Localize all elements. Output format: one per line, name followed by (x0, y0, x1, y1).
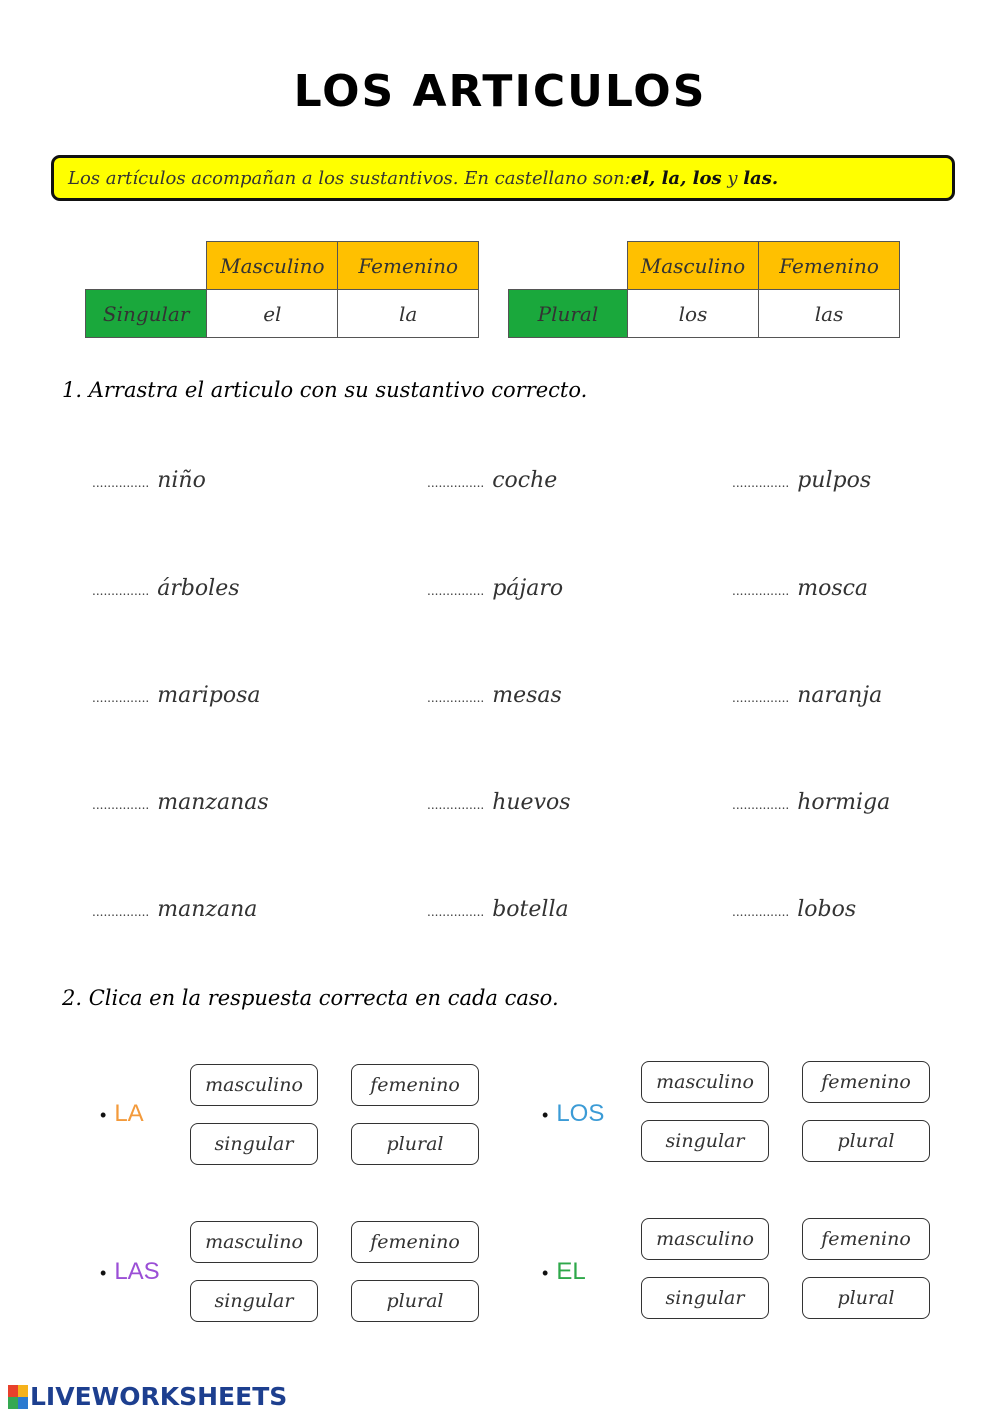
drag-item (427, 576, 563, 601)
article-drop-zone[interactable]: ............... (92, 584, 150, 598)
option-plural[interactable]: plural (351, 1280, 479, 1322)
option-femenino[interactable]: femenino (802, 1061, 930, 1103)
value-las: las (759, 290, 900, 338)
plural-table (508, 241, 900, 338)
option-femenino[interactable]: femenino (351, 1064, 479, 1106)
intro-text: Los artículos acompañan a los sustantivos. En castellano son: (68, 167, 631, 189)
row-label-plural: Plural (509, 290, 628, 338)
article-drop-zone[interactable]: ............... (732, 476, 790, 490)
article-drop-zone[interactable]: ............... (427, 798, 485, 812)
header-femenino: Femenino (759, 242, 900, 290)
article-drop-zone[interactable]: ............... (427, 476, 485, 490)
bullet-icon: • (100, 1263, 107, 1283)
drag-item (92, 576, 240, 601)
option-masculino[interactable]: masculino (190, 1064, 318, 1106)
drag-item (427, 468, 557, 493)
noun-word: coche (492, 468, 558, 493)
singular-table (85, 241, 479, 338)
article-drop-zone[interactable]: ............... (732, 584, 790, 598)
intro-connector: y (721, 167, 744, 189)
article-drop-zone[interactable]: ............... (427, 691, 485, 705)
article-drop-zone[interactable]: ............... (92, 905, 150, 919)
bullet-icon: • (542, 1105, 549, 1125)
option-femenino[interactable]: femenino (351, 1221, 479, 1263)
intro-last-article: las. (743, 167, 779, 189)
header-masculino: Masculino (207, 242, 338, 290)
noun-word: mariposa (157, 683, 261, 708)
option-plural[interactable]: plural (802, 1277, 930, 1319)
drag-item (92, 468, 206, 493)
drag-item (732, 790, 890, 815)
liveworksheets-logo (8, 1382, 287, 1411)
drag-item (732, 468, 871, 493)
intro-articles: el, la, los (630, 167, 722, 189)
value-los: los (627, 290, 758, 338)
option-masculino[interactable]: masculino (641, 1061, 769, 1103)
drag-item (427, 790, 571, 815)
article-label: LAS (114, 1258, 160, 1285)
header-masculino: Masculino (627, 242, 758, 290)
noun-word: pulpos (797, 468, 872, 493)
article-drop-zone[interactable]: ............... (92, 476, 150, 490)
noun-word: hormiga (797, 790, 891, 815)
option-masculino[interactable]: masculino (641, 1218, 769, 1260)
article-drop-zone[interactable]: ............... (732, 691, 790, 705)
option-plural[interactable]: plural (802, 1120, 930, 1162)
noun-word: lobos (797, 897, 857, 922)
value-la: la (338, 290, 479, 338)
article-label: EL (556, 1258, 586, 1285)
noun-word: manzanas (157, 790, 269, 815)
drag-item (92, 790, 269, 815)
noun-word: pájaro (492, 576, 564, 601)
drag-item (92, 683, 260, 708)
article-drop-zone[interactable]: ............... (92, 798, 150, 812)
article-drop-zone[interactable]: ............... (732, 798, 790, 812)
article-item (542, 1258, 586, 1286)
noun-word: manzana (157, 897, 258, 922)
bullet-icon: • (100, 1105, 107, 1125)
article-drop-zone[interactable]: ............... (92, 691, 150, 705)
drag-item (92, 897, 257, 922)
article-drop-zone[interactable]: ............... (427, 584, 485, 598)
noun-word: botella (492, 897, 569, 922)
logo-text: LIVEWORKSHEETS (30, 1382, 288, 1411)
article-label: LOS (556, 1100, 605, 1127)
exercise1-heading: 1. Arrastra el articulo con su sustantivo correcto. (62, 378, 588, 402)
drag-item (732, 897, 856, 922)
noun-word: árboles (157, 576, 240, 601)
row-label-singular: Singular (86, 290, 207, 338)
article-item (100, 1100, 144, 1128)
article-drop-zone[interactable]: ............... (427, 905, 485, 919)
noun-word: mosca (797, 576, 869, 601)
option-femenino[interactable]: femenino (802, 1218, 930, 1260)
logo-mark-icon (8, 1385, 28, 1409)
option-singular[interactable]: singular (190, 1280, 318, 1322)
option-singular[interactable]: singular (641, 1120, 769, 1162)
exercise2-heading: 2. Clica en la respuesta correcta en cada caso. (62, 986, 559, 1010)
article-item (542, 1100, 604, 1128)
article-label: LA (114, 1100, 144, 1127)
page-title: LOS ARTICULOS (293, 66, 707, 117)
option-plural[interactable]: plural (351, 1123, 479, 1165)
header-femenino: Femenino (338, 242, 479, 290)
noun-word: huevos (492, 790, 571, 815)
article-item (100, 1258, 160, 1286)
option-singular[interactable]: singular (641, 1277, 769, 1319)
drag-item (732, 576, 868, 601)
value-el: el (207, 290, 338, 338)
bullet-icon: • (542, 1263, 549, 1283)
article-drop-zone[interactable]: ............... (732, 905, 790, 919)
drag-item (732, 683, 882, 708)
noun-word: niño (157, 468, 206, 493)
noun-word: mesas (492, 683, 562, 708)
option-masculino[interactable]: masculino (190, 1221, 318, 1263)
noun-word: naranja (797, 683, 883, 708)
option-singular[interactable]: singular (190, 1123, 318, 1165)
drag-item (427, 683, 562, 708)
intro-box (51, 155, 955, 201)
drag-item (427, 897, 569, 922)
